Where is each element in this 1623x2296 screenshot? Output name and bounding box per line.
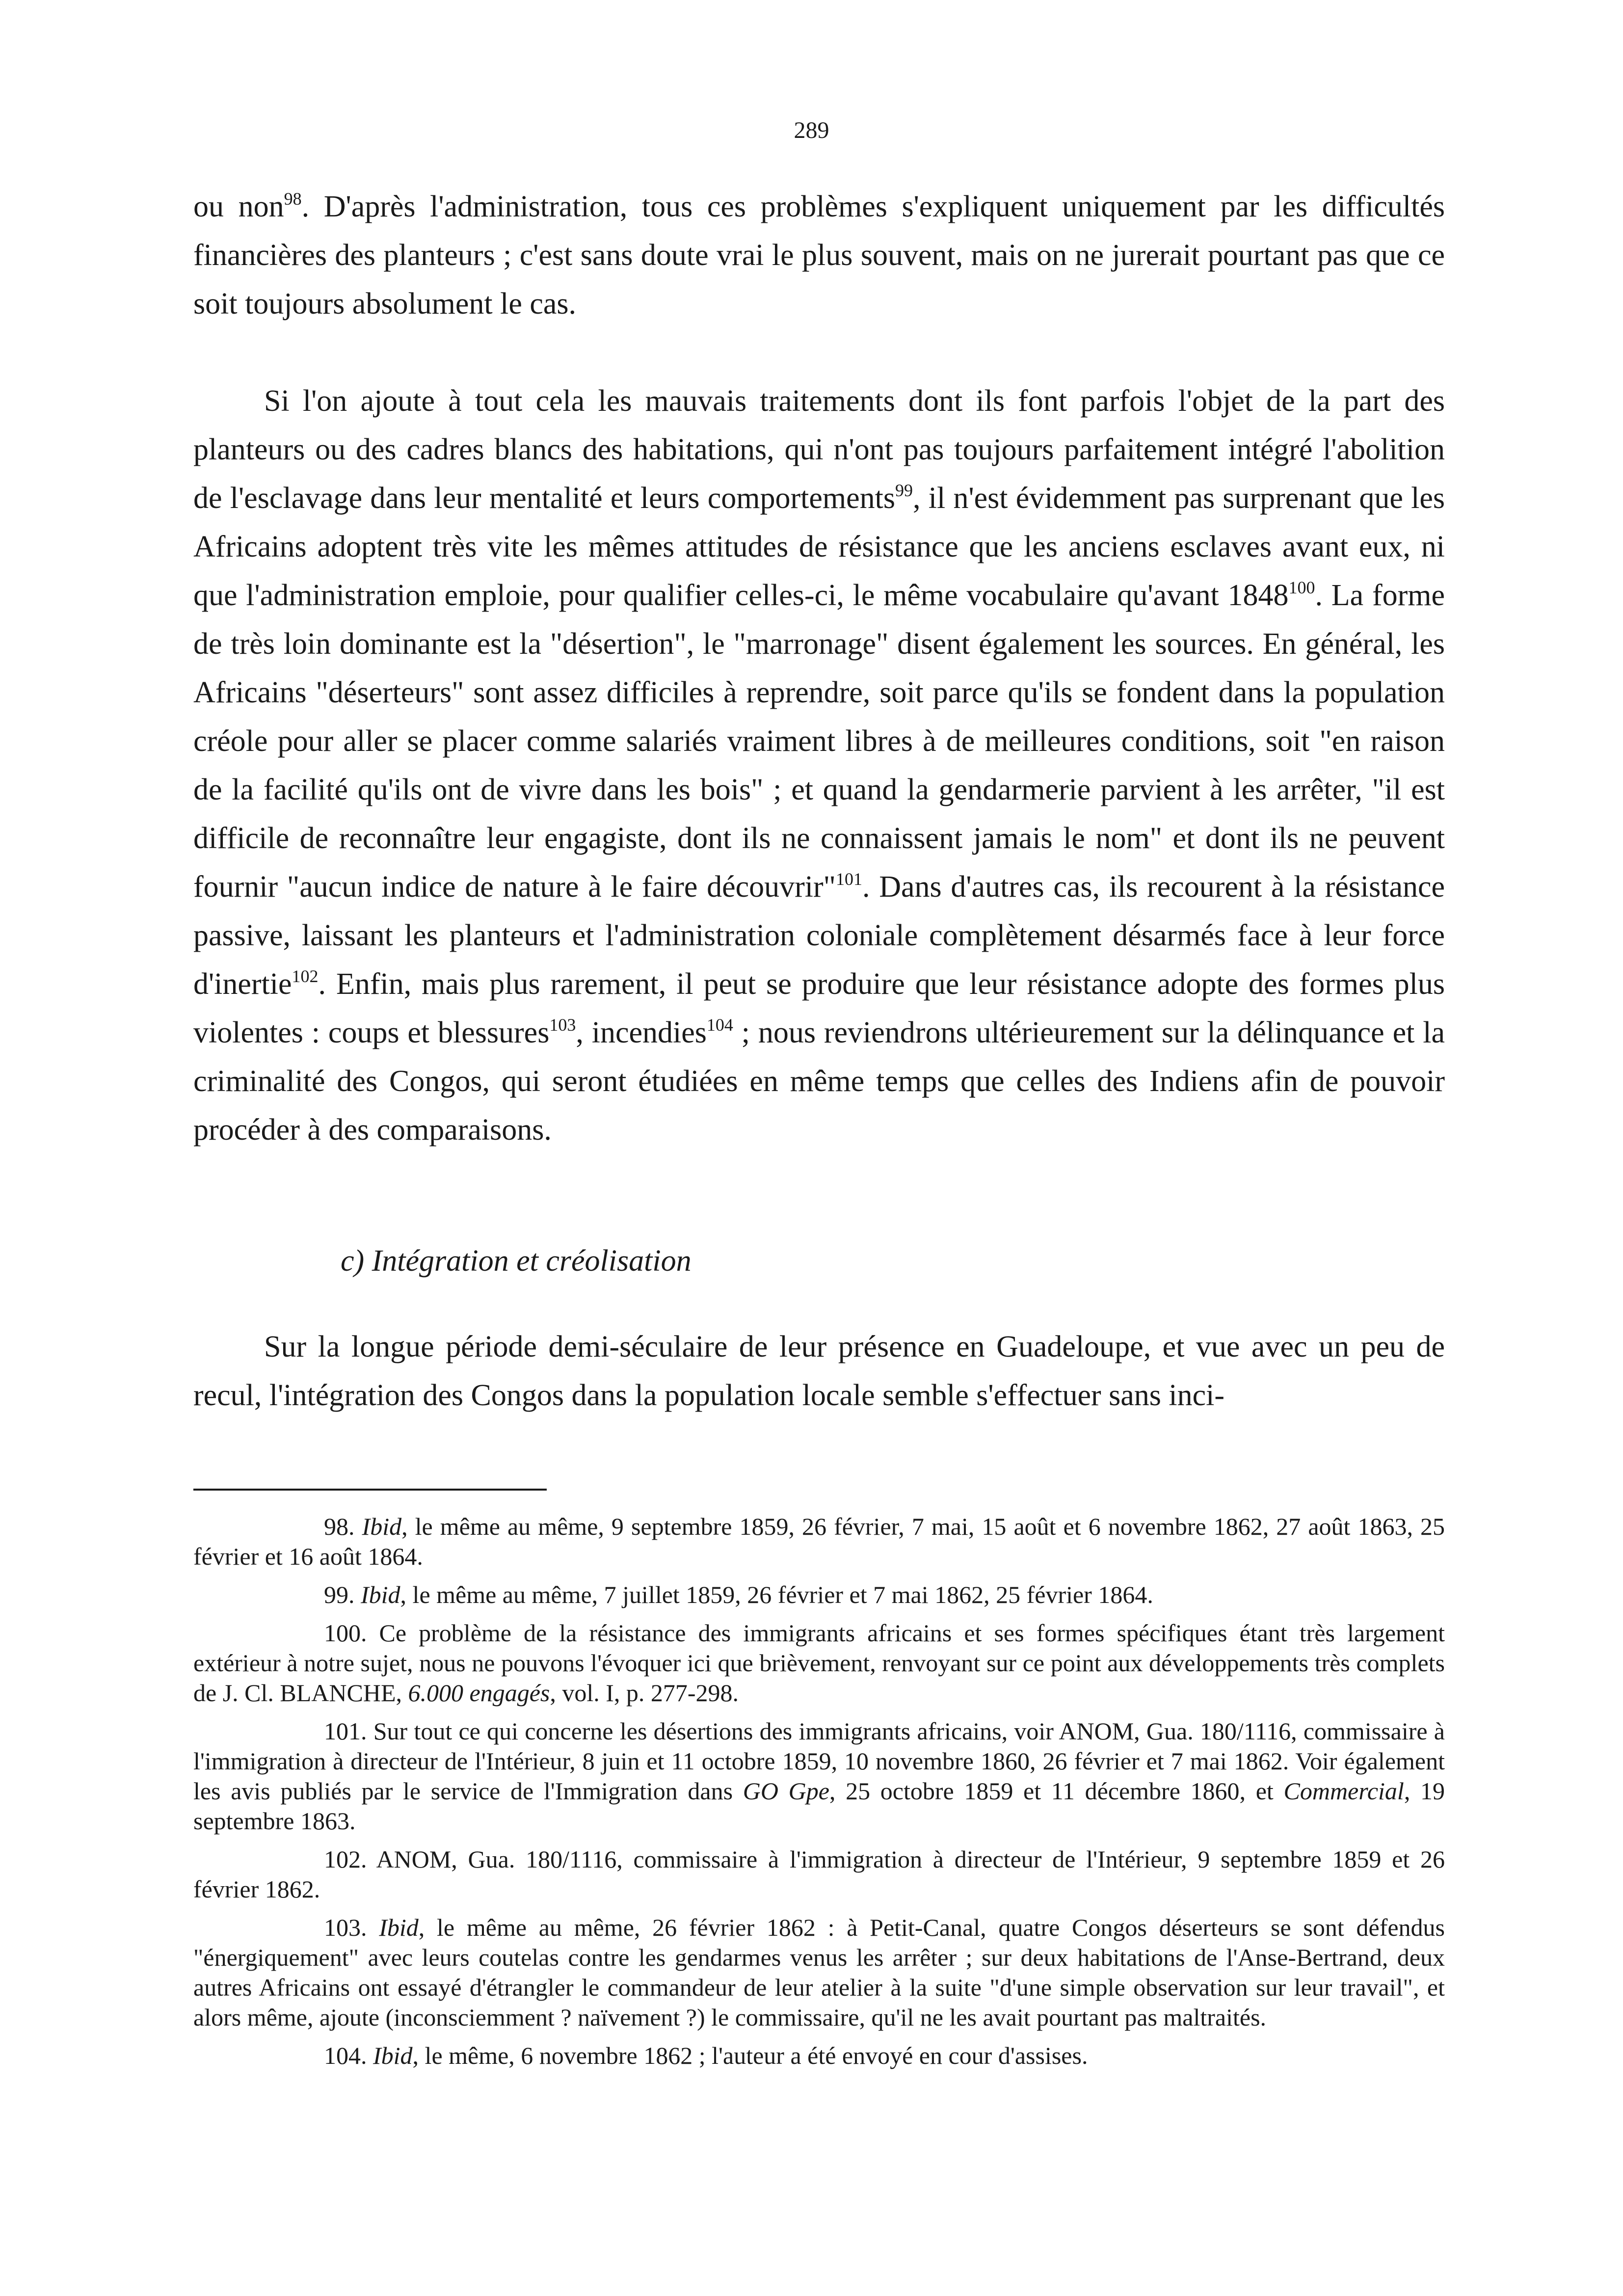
footnote-ref-100: 100: [1288, 578, 1315, 597]
footnote-ibid: Ibid: [373, 2042, 413, 2069]
paragraph-text: . La forme de très loin dominante est la "désertion", le "marronage" disent également les sources. En général, les Africains "déserteurs" sont assez difficiles à reprendre, soit parce qu'ils se fondent dans la population créole pour aller se placer comme salariés vraiment libres à de meilleures conditions, soit "en raison de la facilité qu'ils ont de vivre dans les bois" ; et quand la gendarmerie parvient à les arrêter, "il est difficile de reconnaître leur engagiste, dont ils ne connaissent jamais le nom" et dont ils ne peuvent fournir "aucun indice de nature à le faire découvrir": [193, 579, 1445, 904]
paragraph-text: ; nous reviendrons ultérieurement sur la délinquance et la criminalité des Congos, qui seront étudiées en même temps que celles des Indiens afin de pouvoir procéder à des comparaisons.: [193, 1016, 1445, 1147]
footnote-number: 103.: [324, 1914, 379, 1941]
footnote-number: 98.: [324, 1513, 362, 1540]
footnote-99: [193, 1580, 1445, 1610]
footnote-text: , le même, 6 novembre 1862 ; l'auteur a été envoyé en cour d'assises.: [412, 2042, 1088, 2069]
footnote-98: [193, 1512, 1445, 1572]
paragraph-2: [193, 377, 1445, 1154]
paragraph-text: , incendies: [576, 1016, 707, 1049]
footnote-ref-103: 103: [549, 1015, 576, 1035]
page-number: 289: [794, 117, 829, 143]
footnote-text: , vol. I, p. 277-298.: [550, 1679, 739, 1707]
paragraph-text: ou non: [193, 190, 284, 223]
footnote-text: , le même au même, 26 février 1862 : à Petit-Canal, quatre Congos déserteurs se sont défendus "énergiquement" avec leurs coutelas contre les gendarmes venus les arrêter ; sur deux habitations de l'Anse-Bertrand, deux autres Africains ont essayé d'étrangler le commandeur de leur atelier à la suite "d'une simple observation sur leur travail", et alors même, ajoute (inconsciemment ? naïvement ?) le commissaire, qu'il ne les avait pourtant pas maltraités.: [193, 1914, 1445, 2031]
footnote-text: , le même au même, 9 septembre 1859, 26 février, 7 mai, 15 août et 6 novembre 1862, 27 août 1863, 25 février et 16 août 1864.: [193, 1513, 1445, 1570]
paragraph-text: . Dans d'autres cas, ils recourent à la résistance passive, laissant les planteurs et l'administration coloniale complètement désarmés face à leur force d'inertie: [193, 870, 1445, 1001]
main-text: [193, 183, 1445, 1420]
footnote-ref-104: 104: [706, 1015, 733, 1035]
footnotes: [193, 1512, 1445, 2079]
footnote-text: 101. Sur tout ce qui concerne les désertions des immigrants africains, voir ANOM, Gua. 180/1116, commissaire à l'immigration à directeur de l'Intérieur, 8 juin et 11 octobre 1859, 10 novembre 1860, 26 février et 7 mai 1862. Voir également les avis publiés par le service de l'Immigration dans: [193, 1717, 1445, 1805]
footnote-source-title: GO Gpe: [743, 1777, 829, 1805]
footnote-text: , 19 septembre 1863.: [193, 1777, 1445, 1835]
footnote-text: 100. Ce problème de la résistance des immigrants africains et ses formes spécifiques étant très largement extérieur à notre sujet, nous ne pouvons l'évoquer ici que brièvement, renvoyant sur ce point aux développements très complets de J. Cl. BLANCHE,: [193, 1619, 1445, 1707]
footnote-101: [193, 1716, 1445, 1836]
paragraph-text: . D'après l'administration, tous ces problèmes s'expliquent uniquement par les difficultés financières des planteurs ; c'est sans doute vrai le plus souvent, mais on ne jurerait pourtant pas que ce soit toujours absolument le cas.: [193, 190, 1445, 320]
footnote-ref-99: 99: [895, 481, 913, 500]
paragraph-3: Sur la longue période demi-séculaire de leur présence en Guadeloupe, et vue avec un peu de recul, l'intégration des Congos dans la population locale semble s'effectuer sans inci-: [193, 1330, 1445, 1412]
paragraph-1: [193, 183, 1445, 328]
footnote-separator: [193, 1489, 547, 1491]
section-heading: c) Intégration et créolisation: [341, 1244, 692, 1278]
footnote-source-title: Commercial: [1283, 1777, 1404, 1805]
footnote-text: 102. ANOM, Gua. 180/1116, commissaire à l'immigration à directeur de l'Intérieur, 9 septembre 1859 et 26 février 1862.: [193, 1845, 1445, 1903]
footnote-100: [193, 1618, 1445, 1708]
footnote-102: [193, 1844, 1445, 1904]
paragraph-text: Si l'on ajoute à tout cela les mauvais traitements dont ils font parfois l'objet de la part des planteurs ou des cadres blancs des habitations, qui n'ont pas toujours parfaitement intégré l'abolition de l'esclavage dans leur mentalité et leurs comportements: [193, 384, 1445, 515]
footnote-ibid: Ibid: [362, 1513, 402, 1540]
footnote-book-title: 6.000 engagés: [408, 1679, 550, 1707]
footnote-103: [193, 1913, 1445, 2032]
paragraph-text: , il n'est évidemment pas surprenant que les Africains adoptent très vite les mêmes attitudes de résistance que les anciens esclaves avant eux, ni que l'administration emploie, pour qualifier celles-ci, le même vocabulaire qu'avant 1848: [193, 481, 1445, 612]
footnote-text: , le même au même, 7 juillet 1859, 26 février et 7 mai 1862, 25 février 1864.: [400, 1581, 1153, 1608]
footnote-104: [193, 2041, 1445, 2071]
footnote-ref-102: 102: [292, 966, 319, 986]
footnote-ibid: Ibid: [361, 1581, 400, 1608]
footnote-ref-98: 98: [284, 189, 302, 209]
footnote-text: , 25 octobre 1859 et 11 décembre 1860, et: [829, 1777, 1284, 1805]
footnote-ibid: Ibid: [379, 1914, 419, 1941]
footnote-ref-101: 101: [835, 869, 862, 889]
paragraph-text: . Enfin, mais plus rarement, il peut se produire que leur résistance adopte des formes plus violentes : coups et blessures: [193, 967, 1445, 1049]
footnote-number: 104.: [324, 2042, 373, 2069]
footnote-number: 99.: [324, 1581, 361, 1608]
